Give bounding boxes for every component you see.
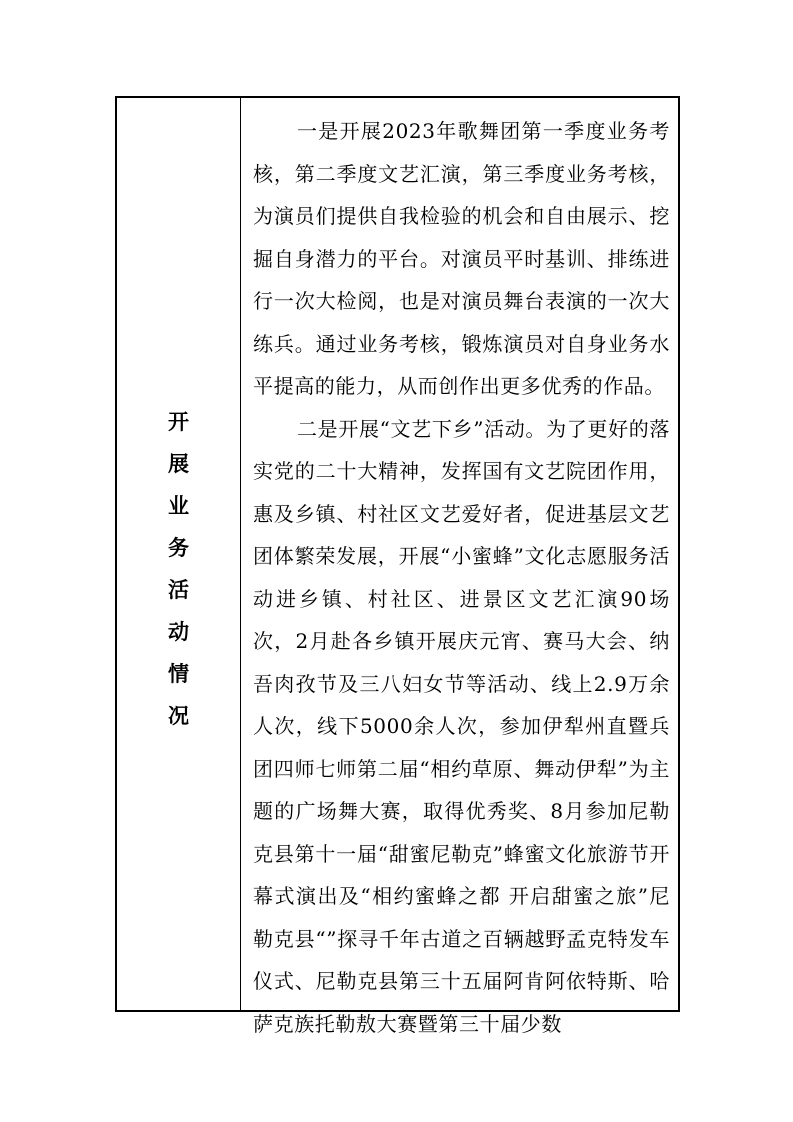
row-label-char: 业 (168, 494, 189, 518)
content-cell (241, 98, 678, 1036)
row-label-cell (117, 98, 241, 1010)
row-label-char: 展 (168, 452, 189, 476)
row-label-char: 活 (168, 578, 189, 602)
row-label-char: 务 (168, 536, 189, 560)
activity-table (115, 96, 680, 1036)
row-label (168, 401, 189, 737)
row-label-char: 动 (168, 620, 189, 644)
paragraph-rural-culture-activities: 二是开展“文艺下乡”活动。为了更好的落实党的二十大精神，发挥国有文艺院团作用，惠及乡镇、村社区文艺爱好者，促进基层文艺团体繁荣发展，开展“小蜜蜂”文化志愿服务活动进乡镇、村社区、进景区文艺汇演90场次，2月赴各乡镇开展庆元宵、赛马大会、纳吾肉孜节及三八妇女节等活动、线上2.9万余人次，线下5000余人次，参加伊犁州直暨兵团四师七师第二届“相约草原、舞动伊犁”为主题的广场舞大赛，取得优秀奖、8月参加尼勒克县第十一届“甜蜜尼勒克”蜂蜜文化旅游节开幕式演出及“相约蜜蜂之都 开启甜蜜之旅”尼勒克县“”探寻千年古道之百辆越野孟克特发车仪式、尼勒克县第三十五届阿肯阿依特斯、哈萨克族托勒敖大赛暨第三十届少数 (253, 416, 670, 1036)
row-label-char: 情 (168, 662, 189, 686)
row-label-char: 开 (168, 410, 189, 434)
paragraph-business-assessment: 一是开展2023年歌舞团第一季度业务考核，第二季度文艺汇演，第三季度业务考核，为演员们提供自我检验的机会和自由展示、挖掘自身潜力的平台。对演员平时基训、排练进行一次大检阅，也是对演员舞台表演的一次大练兵。通过业务考核，锻炼演员对自身业务水平提高的能力，从而创作出更多优秀的作品。 (253, 119, 670, 398)
row-label-char: 况 (168, 704, 189, 728)
